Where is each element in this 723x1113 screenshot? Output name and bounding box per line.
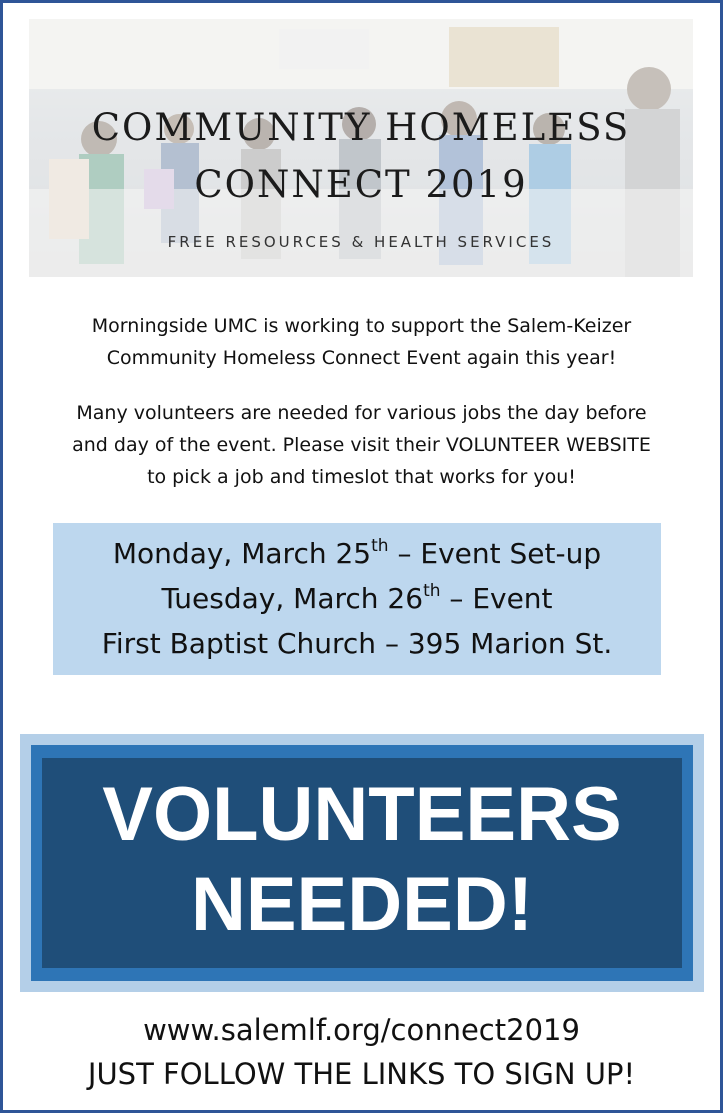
event-day-line bbox=[53, 576, 661, 621]
intro-paragraph bbox=[13, 310, 710, 374]
signup-url[interactable]: www.salemlf.org/connect2019 bbox=[143, 1013, 580, 1047]
event-dates-box bbox=[53, 523, 661, 675]
ordinal-suffix: th bbox=[423, 581, 441, 601]
event-location: First Baptist Church – 395 Marion St. bbox=[101, 627, 613, 660]
event-day-label: – Event bbox=[440, 582, 553, 615]
footer bbox=[3, 1008, 720, 1096]
signup-cta: JUST FOLLOW THE LINKS TO SIGN UP! bbox=[87, 1057, 636, 1091]
event-setup-line bbox=[53, 531, 661, 576]
intro-line: Morningside UMC is working to support the Salem-Keizer bbox=[91, 315, 632, 337]
hero-photo-banner bbox=[29, 19, 693, 277]
hero-title-line2: CONNECT 2019 bbox=[194, 163, 528, 206]
ordinal-suffix: th bbox=[371, 536, 389, 556]
event-day-date: Tuesday, March 26 bbox=[161, 582, 424, 615]
details-paragraph bbox=[13, 397, 710, 493]
event-setup-label: – Event Set-up bbox=[388, 537, 602, 570]
details-line: Many volunteers are needed for various jobs the day before bbox=[76, 402, 647, 424]
intro-line: Community Homeless Connect Event again this year! bbox=[106, 347, 617, 369]
hero-subtitle: FREE RESOURCES & HEALTH SERVICES bbox=[167, 233, 555, 251]
banner-panel bbox=[42, 758, 682, 968]
hero-title bbox=[29, 99, 693, 213]
banner-line1: VOLUNTEERS bbox=[102, 772, 622, 857]
details-line: and day of the event. Please visit their VOLUNTEER WEBSITE bbox=[72, 434, 651, 456]
volunteers-banner bbox=[20, 734, 704, 992]
banner-border bbox=[31, 745, 693, 981]
event-setup-date: Monday, March 25 bbox=[112, 537, 372, 570]
banner-line2: NEEDED! bbox=[190, 862, 534, 947]
details-line: to pick a job and timeslot that works for you! bbox=[147, 466, 576, 488]
hero-title-line1: COMMUNITY HOMELESS bbox=[91, 106, 631, 149]
